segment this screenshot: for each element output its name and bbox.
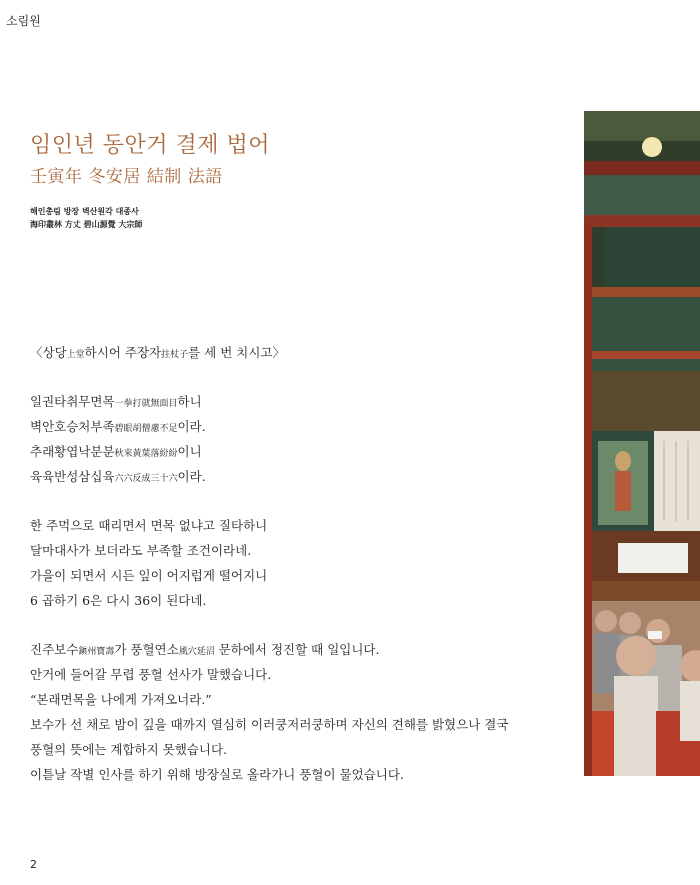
spacer bbox=[30, 613, 560, 637]
temple-hall-photo bbox=[584, 111, 700, 776]
page-title: 임인년 동안거 결제 법어 bbox=[30, 133, 271, 158]
verse-korean: 육육반성삼십육 bbox=[30, 469, 115, 484]
translation-line: 달마대사가 보더라도 부족할 조건이라네. bbox=[30, 543, 252, 558]
stage-note-hanja: 上堂 bbox=[66, 350, 85, 360]
story-line: 이튿날 작별 인사를 하기 위해 방장실로 올라가니 풍혈이 물었습니다. bbox=[30, 767, 404, 782]
stage-note-text: 를 세 번 치시고〉 bbox=[188, 345, 285, 360]
verse-line bbox=[30, 389, 560, 414]
story-line: 풍혈의 뜻에는 계합하지 못했습니다. bbox=[30, 742, 228, 757]
verse-hanja: 秋來黃葉落紛紛 bbox=[114, 449, 178, 459]
verse-ending: 하니 bbox=[177, 394, 202, 409]
verse-ending: 이라. bbox=[177, 469, 206, 484]
translation-line: 한 주먹으로 때리면서 면목 없냐고 질타하니 bbox=[30, 518, 268, 533]
story-text: 가 풍혈연소 bbox=[114, 642, 179, 657]
stage-note-text: 하시어 주장자 bbox=[84, 345, 162, 360]
author-hanja: 海印叢林 方丈 碧山源覺 大宗師 bbox=[30, 220, 143, 229]
verse-line bbox=[30, 414, 560, 439]
author-block bbox=[30, 205, 142, 231]
verse-line bbox=[30, 464, 560, 489]
page-title-hanja: 壬寅年 冬安居 結制 法語 bbox=[30, 167, 223, 187]
story-text: 진주보수 bbox=[30, 642, 79, 657]
verse-korean: 일권타취무면목 bbox=[30, 394, 115, 409]
temple-hall-illustration bbox=[584, 111, 700, 776]
stage-note-text: 〈상당 bbox=[30, 345, 67, 360]
author-korean: 해인총림 방장 벽산원각 대종사 bbox=[30, 207, 139, 216]
verse-ending: 이니 bbox=[177, 444, 202, 459]
story-text: 문하에서 정진할 때 일입니다. bbox=[214, 642, 380, 657]
story-line: “본래면목을 나에게 가져오너라.” bbox=[30, 692, 212, 707]
story-hanja: 風穴延沼 bbox=[178, 647, 215, 657]
verse-ending: 이라. bbox=[177, 419, 206, 434]
story-line: 안거에 들어갈 무렵 풍혈 선사가 말했습니다. bbox=[30, 667, 272, 682]
stage-note-hanja: 拄杖子 bbox=[161, 350, 189, 360]
section-label: 소림원 bbox=[6, 14, 41, 28]
verse-hanja: 六六反成三十六 bbox=[114, 474, 178, 484]
spacer bbox=[30, 365, 560, 389]
verse-korean: 추래황엽낙분분 bbox=[30, 444, 115, 459]
story-line bbox=[30, 637, 560, 662]
sermon-body bbox=[30, 340, 560, 787]
verse-hanja: 碧眼胡僧慮不足 bbox=[114, 424, 178, 434]
verse-hanja: 一拳打就無面目 bbox=[114, 399, 178, 409]
verse-line bbox=[30, 439, 560, 464]
verse-korean: 벽안호승처부족 bbox=[30, 419, 115, 434]
page-number: 2 bbox=[30, 858, 37, 871]
story-hanja: 鎭州寶壽 bbox=[78, 647, 115, 657]
spacer bbox=[30, 489, 560, 513]
story-line: 보수가 선 채로 밤이 깊을 때까지 열심히 이러쿵저러쿵하며 자신의 견해를 밝혔으나 결국 bbox=[30, 717, 509, 732]
translation-line: 6 곱하기 6은 다시 36이 된다네. bbox=[30, 593, 207, 608]
stage-note bbox=[30, 340, 560, 365]
translation-line: 가을이 되면서 시든 잎이 어지럽게 떨어지니 bbox=[30, 568, 268, 583]
